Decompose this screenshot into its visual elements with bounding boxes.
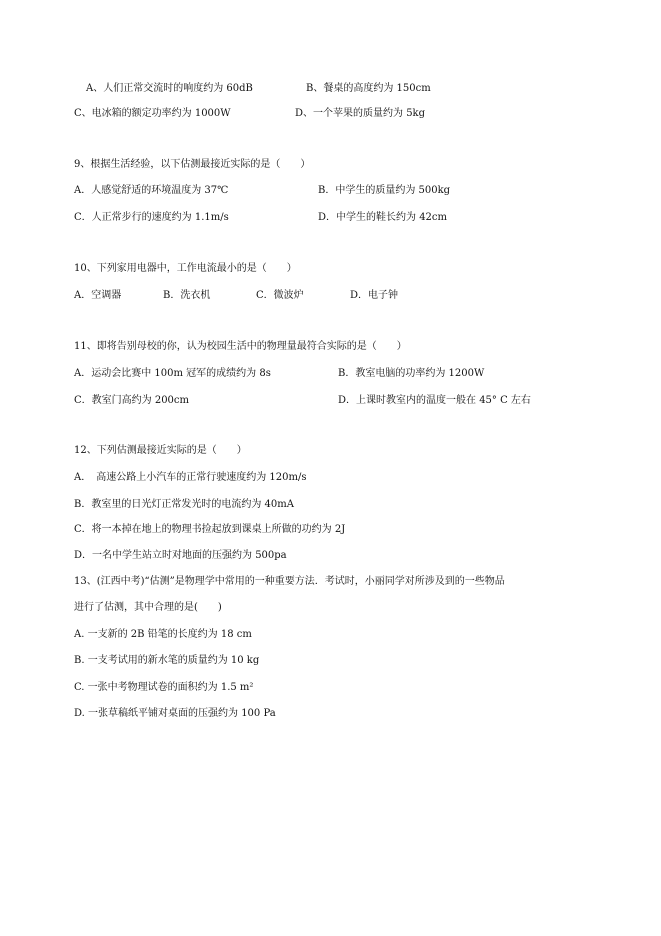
q13-option-a: A. 一支新的 2B 铅笔的长度约为 18 cm <box>74 629 252 640</box>
q12-stem: 12、下列估测最接近实际的是（ ） <box>74 445 247 456</box>
q11-option-d: D．上课时教室内的温度一般在 45° C 左右 <box>338 395 531 406</box>
q13-stem-line-2: 进行了估测，其中合理的是( ) <box>74 602 222 613</box>
q11-option-b: B．教室电脑的功率约为 1200W <box>338 368 485 379</box>
q8-option-d: D、一个苹果的质量约为 5kg <box>295 108 426 119</box>
q12-option-c: C．将一本掉在地上的物理书捡起放到课桌上所做的功约为 2J <box>74 524 346 535</box>
q8-option-a: A、人们正常交流时的响度约为 60dB <box>86 83 253 94</box>
q9-stem: 9、根据生活经验，以下估测最接近实际的是（ ） <box>74 159 311 170</box>
q9-option-a: A．人感觉舒适的环境温度为 37℃ <box>74 185 229 196</box>
q10-option-a: A．空调器 <box>74 290 122 301</box>
q8-option-b: B、餐桌的高度约为 150cm <box>306 83 431 94</box>
q11-stem: 11、即将告别母校的你，认为校园生活中的物理量最符合实际的是（ ） <box>74 341 407 352</box>
q13-option-b: B. 一支考试用的新水笔的质量约为 10 kg <box>74 655 260 666</box>
q13-option-d: D. 一张草稿纸平铺对桌面的压强约为 100 Pa <box>74 708 276 719</box>
q11-option-a: A．运动会比赛中 100m 冠军的成绩约为 8s <box>74 368 271 379</box>
q9-option-d: D．中学生的鞋长约为 42cm <box>318 212 448 223</box>
q10-stem: 10、下列家用电器中，工作电流最小的是（ ） <box>74 263 297 274</box>
q12-option-d: D．一名中学生站立时对地面的压强约为 500pa <box>74 550 287 561</box>
q13-stem-line-1: 13、(江西中考)“估测”是物理学中常用的一种重要方法．考试时，小丽同学对所涉及到的一些物品 <box>74 576 505 587</box>
q11-option-c: C．教室门高约为 200cm <box>74 395 189 406</box>
q9-option-c: C．人正常步行的速度约为 1.1m/s <box>74 212 229 223</box>
q10-option-b: B．洗衣机 <box>163 290 211 301</box>
q13-option-c: C. 一张中考物理试卷的面积约为 1.5 m² <box>74 682 254 693</box>
q12-option-a: A． 高速公路上小汽车的正常行驶速度约为 120m/s <box>74 472 307 483</box>
q9-option-b: B．中学生的质量约为 500kg <box>318 185 451 196</box>
q10-option-c: C．微波炉 <box>256 290 304 301</box>
q8-option-c: C、电冰箱的额定功率约为 1000W <box>74 108 231 119</box>
q10-option-d: D．电子钟 <box>350 290 399 301</box>
q12-option-b: B．教室里的日光灯正常发光时的电流约为 40mA <box>74 499 294 510</box>
